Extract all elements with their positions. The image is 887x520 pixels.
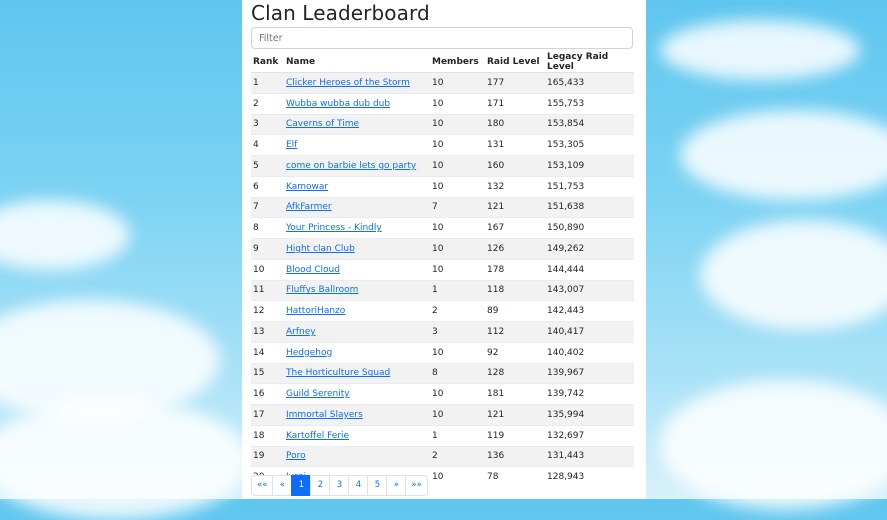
cell-raid-level: 121	[485, 405, 545, 426]
cell-name	[284, 342, 430, 363]
clan-link[interactable]: Fluffys Ballroom	[286, 285, 359, 296]
cell-members: 1	[430, 280, 485, 301]
cell-name	[284, 156, 430, 177]
cell-legacy-raid-level: 155,753	[545, 93, 634, 114]
table-row	[251, 197, 634, 218]
cell-legacy-raid-level: 139,742	[545, 384, 634, 405]
cell-legacy-raid-level: 139,967	[545, 363, 634, 384]
cell-legacy-raid-level: 150,890	[545, 218, 634, 239]
cell-members: 10	[430, 176, 485, 197]
clan-link[interactable]: Hight clan Club	[286, 243, 355, 254]
header-legacy-raid-level[interactable]: Legacy Raid Level	[545, 52, 634, 73]
page-button[interactable]: 5	[367, 475, 387, 496]
cell-members: 10	[430, 114, 485, 135]
table-row	[251, 322, 634, 343]
cell-raid-level: 89	[485, 301, 545, 322]
page-button[interactable]: ««	[251, 475, 273, 496]
cell-legacy-raid-level: 151,753	[545, 176, 634, 197]
table-row	[251, 135, 634, 156]
cell-raid-level: 92	[485, 342, 545, 363]
cell-raid-level: 128	[485, 363, 545, 384]
cell-name	[284, 259, 430, 280]
table-row	[251, 73, 634, 94]
cell-rank: 9	[251, 239, 284, 260]
cell-legacy-raid-level: 144,444	[545, 259, 634, 280]
table-row	[251, 301, 634, 322]
cell-legacy-raid-level: 149,262	[545, 239, 634, 260]
cell-members: 10	[430, 467, 485, 487]
table-row	[251, 176, 634, 197]
cell-members: 10	[430, 93, 485, 114]
cell-legacy-raid-level: 151,638	[545, 197, 634, 218]
cloud-decoration	[700, 220, 887, 330]
cell-rank: 18	[251, 425, 284, 446]
clan-link[interactable]: Clicker Heroes of the Storm	[286, 77, 410, 88]
clan-link[interactable]: Guild Serenity	[286, 389, 350, 400]
cell-name	[284, 239, 430, 260]
page-button[interactable]: 4	[348, 475, 368, 496]
cell-name	[284, 197, 430, 218]
cell-rank: 14	[251, 342, 284, 363]
cell-rank: 13	[251, 322, 284, 343]
clan-link[interactable]: Kamowar	[286, 181, 329, 192]
page-button[interactable]: »»	[405, 475, 427, 496]
cell-raid-level: 118	[485, 280, 545, 301]
cell-name	[284, 405, 430, 426]
table-row	[251, 156, 634, 177]
cell-legacy-raid-level: 131,443	[545, 446, 634, 467]
cell-raid-level: 180	[485, 114, 545, 135]
cell-rank: 1	[251, 73, 284, 94]
cell-raid-level: 178	[485, 259, 545, 280]
cell-name	[284, 425, 430, 446]
clan-link[interactable]: Your Princess - Kindly	[286, 223, 382, 234]
table-row	[251, 280, 634, 301]
cell-rank: 3	[251, 114, 284, 135]
cloud-decoration	[660, 20, 860, 80]
clan-link[interactable]: come on barbie lets go party	[286, 160, 417, 171]
cell-name	[284, 135, 430, 156]
cell-name	[284, 93, 430, 114]
table-row	[251, 114, 634, 135]
page-button[interactable]: «	[272, 475, 292, 496]
cell-name	[284, 280, 430, 301]
header-rank[interactable]: Rank	[251, 52, 284, 73]
cell-members: 10	[430, 135, 485, 156]
page-button[interactable]: »	[386, 475, 406, 496]
clan-link[interactable]: Wubba wubba dub dub	[286, 98, 391, 109]
page-button[interactable]: 2	[310, 475, 330, 496]
cell-raid-level: 177	[485, 73, 545, 94]
table-row	[251, 446, 634, 467]
cell-raid-level: 78	[485, 467, 545, 487]
header-members[interactable]: Members	[430, 52, 485, 73]
cell-raid-level: 181	[485, 384, 545, 405]
cell-name	[284, 322, 430, 343]
cloud-decoration	[0, 200, 130, 270]
filter-input[interactable]	[251, 27, 633, 49]
table-row	[251, 218, 634, 239]
cell-rank: 10	[251, 259, 284, 280]
cell-name	[284, 218, 430, 239]
cell-members: 10	[430, 405, 485, 426]
cell-name	[284, 446, 430, 467]
cell-rank: 16	[251, 384, 284, 405]
cell-raid-level: 171	[485, 93, 545, 114]
cell-rank: 7	[251, 197, 284, 218]
header-raid-level[interactable]: Raid Level	[485, 52, 545, 73]
clan-link[interactable]: Poro	[286, 451, 306, 462]
cell-name	[284, 114, 430, 135]
clan-link[interactable]: Arfney	[286, 326, 316, 337]
cell-legacy-raid-level: 165,433	[545, 73, 634, 94]
page-button[interactable]: 1	[291, 475, 311, 496]
clan-link[interactable]: HattoriHanzo	[286, 306, 346, 317]
table-header-row	[251, 52, 634, 73]
cell-members: 7	[430, 197, 485, 218]
table-row	[251, 405, 634, 426]
cell-members: 10	[430, 239, 485, 260]
cell-members: 10	[430, 73, 485, 94]
table-row	[251, 342, 634, 363]
page-button[interactable]: 3	[329, 475, 349, 496]
table-row	[251, 259, 634, 280]
cell-raid-level: 136	[485, 446, 545, 467]
cell-members: 8	[430, 363, 485, 384]
cell-members: 1	[430, 425, 485, 446]
clan-link[interactable]: Hedgehog	[286, 347, 333, 358]
cell-rank: 11	[251, 280, 284, 301]
cell-rank: 19	[251, 446, 284, 467]
cell-members: 10	[430, 342, 485, 363]
cell-name	[284, 176, 430, 197]
page-title: Clan Leaderboard	[251, 1, 430, 25]
cell-legacy-raid-level: 128,943	[545, 467, 634, 487]
cell-members: 10	[430, 259, 485, 280]
cell-raid-level: 126	[485, 239, 545, 260]
cell-legacy-raid-level: 142,443	[545, 301, 634, 322]
cell-name	[284, 363, 430, 384]
cell-members: 2	[430, 301, 485, 322]
cell-rank: 5	[251, 156, 284, 177]
leaderboard-panel	[242, 0, 646, 499]
table-row	[251, 425, 634, 446]
cell-members: 10	[430, 156, 485, 177]
clan-link[interactable]: Immortal Slayers	[286, 409, 363, 420]
cell-legacy-raid-level: 153,305	[545, 135, 634, 156]
cloud-decoration	[660, 380, 887, 510]
header-name[interactable]: Name	[284, 52, 430, 73]
cell-raid-level: 119	[485, 425, 545, 446]
cell-legacy-raid-level: 140,402	[545, 342, 634, 363]
cell-members: 2	[430, 446, 485, 467]
cell-members: 10	[430, 384, 485, 405]
cell-rank: 15	[251, 363, 284, 384]
cell-rank: 17	[251, 405, 284, 426]
cloud-decoration	[680, 110, 887, 200]
cell-raid-level: 160	[485, 156, 545, 177]
cell-rank: 2	[251, 93, 284, 114]
cell-raid-level: 167	[485, 218, 545, 239]
clan-link[interactable]: The Horticulture Squad	[286, 368, 391, 379]
cell-legacy-raid-level: 140,417	[545, 322, 634, 343]
cell-legacy-raid-level: 135,994	[545, 405, 634, 426]
cell-rank: 6	[251, 176, 284, 197]
cell-members: 3	[430, 322, 485, 343]
cell-name	[284, 73, 430, 94]
cell-rank: 8	[251, 218, 284, 239]
leaderboard-table	[251, 52, 634, 487]
clan-link[interactable]: Elf	[286, 140, 298, 151]
cell-legacy-raid-level: 132,697	[545, 425, 634, 446]
cell-members: 10	[430, 218, 485, 239]
cell-raid-level: 132	[485, 176, 545, 197]
cell-name	[284, 301, 430, 322]
cell-rank: 12	[251, 301, 284, 322]
cell-legacy-raid-level: 153,854	[545, 114, 634, 135]
table-row	[251, 384, 634, 405]
table-row	[251, 363, 634, 384]
clan-link[interactable]: Blood Cloud	[286, 264, 340, 275]
pagination	[251, 475, 428, 496]
clan-link[interactable]: AfkFarmer	[286, 202, 332, 213]
cell-legacy-raid-level: 153,109	[545, 156, 634, 177]
cloud-decoration	[0, 400, 250, 520]
cell-legacy-raid-level: 143,007	[545, 280, 634, 301]
clan-link[interactable]: Kartoffel Ferie	[286, 430, 350, 441]
cell-name	[284, 384, 430, 405]
cell-raid-level: 131	[485, 135, 545, 156]
table-row	[251, 93, 634, 114]
clan-link[interactable]: Caverns of Time	[286, 119, 360, 130]
table-row	[251, 239, 634, 260]
cell-rank: 4	[251, 135, 284, 156]
cell-raid-level: 121	[485, 197, 545, 218]
cell-raid-level: 112	[485, 322, 545, 343]
